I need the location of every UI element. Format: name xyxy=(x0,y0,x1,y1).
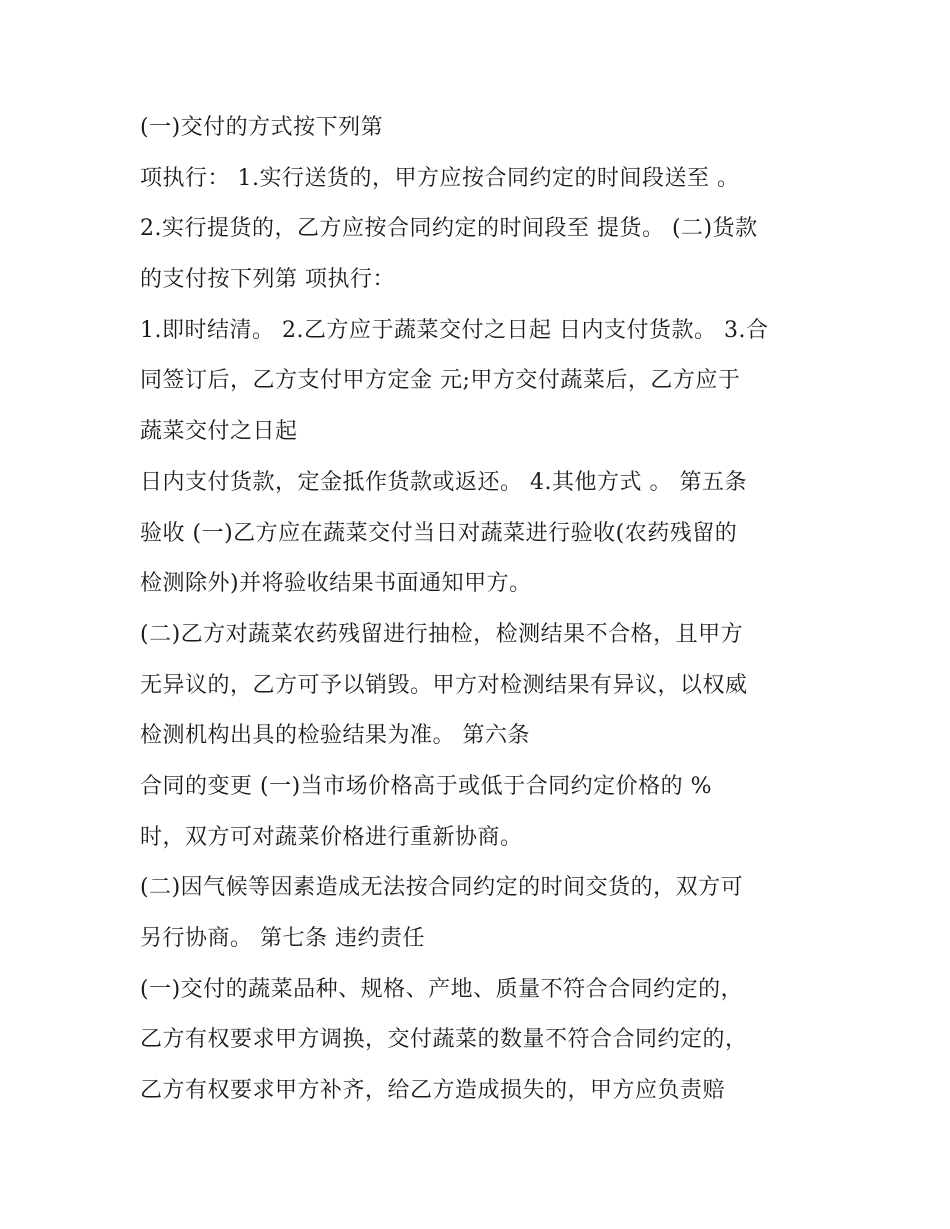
text-line: 另行协商。 第七条 违约责任 xyxy=(140,926,425,951)
text-line: 检测除外)并将验收结果书面通知甲方。 xyxy=(140,571,532,597)
text-line: (一)交付的方式按下列第 xyxy=(140,115,384,140)
contract-text xyxy=(140,110,840,1124)
text-line: 2.实行提货的，乙方应按合同约定的时间段至 提货。 (二)货款 xyxy=(140,216,758,242)
text-line: 乙方有权要求甲方调换，交付蔬菜的数量不符合合同约定的， xyxy=(140,1027,748,1053)
text-line: 同签订后，乙方支付甲方定金 元;甲方交付蔬菜后，乙方应于 xyxy=(140,368,741,394)
text-line: 检测机构出具的检验结果为准。 第六条 xyxy=(140,723,530,749)
text-line: (一)交付的蔬菜品种、规格、产地、质量不符合合同约定的， xyxy=(140,976,744,1002)
text-line: (二)乙方对蔬菜农药残留进行抽检，检测结果不合格，且甲方 xyxy=(140,621,744,647)
text-line: 蔬菜交付之日起 xyxy=(140,419,298,445)
text-line: 1.即时结清。 2.乙方应于蔬菜交付之日起 日内支付货款。 3.合 xyxy=(140,317,769,343)
text-line: 无异议的，乙方可予以销毁。甲方对检测结果有异议，以权威 xyxy=(140,672,748,698)
text-line: 的支付按下列第 项执行： xyxy=(140,267,395,293)
text-line: 验收 (一)乙方应在蔬菜交付当日对蔬菜进行验收(农药残留的 xyxy=(140,520,738,546)
text-line: 乙方有权要求甲方补齐，给乙方造成损失的，甲方应负责赔 xyxy=(140,1078,726,1104)
text-line: (二)因气候等因素造成无法按合同约定的时间交货的，双方可 xyxy=(140,875,744,901)
text-line: 合同的变更 (一)当市场价格高于或低于合同约定价格的 % xyxy=(140,773,713,799)
text-line: 时，双方可对蔬菜价格进行重新协商。 xyxy=(140,824,523,850)
text-line: 项执行： 1.实行送货的，甲方应按合同约定的时间段送至 。 xyxy=(140,165,740,191)
text-line: 日内支付货款，定金抵作货款或返还。 4.其他方式 。 第五条 xyxy=(140,469,747,495)
